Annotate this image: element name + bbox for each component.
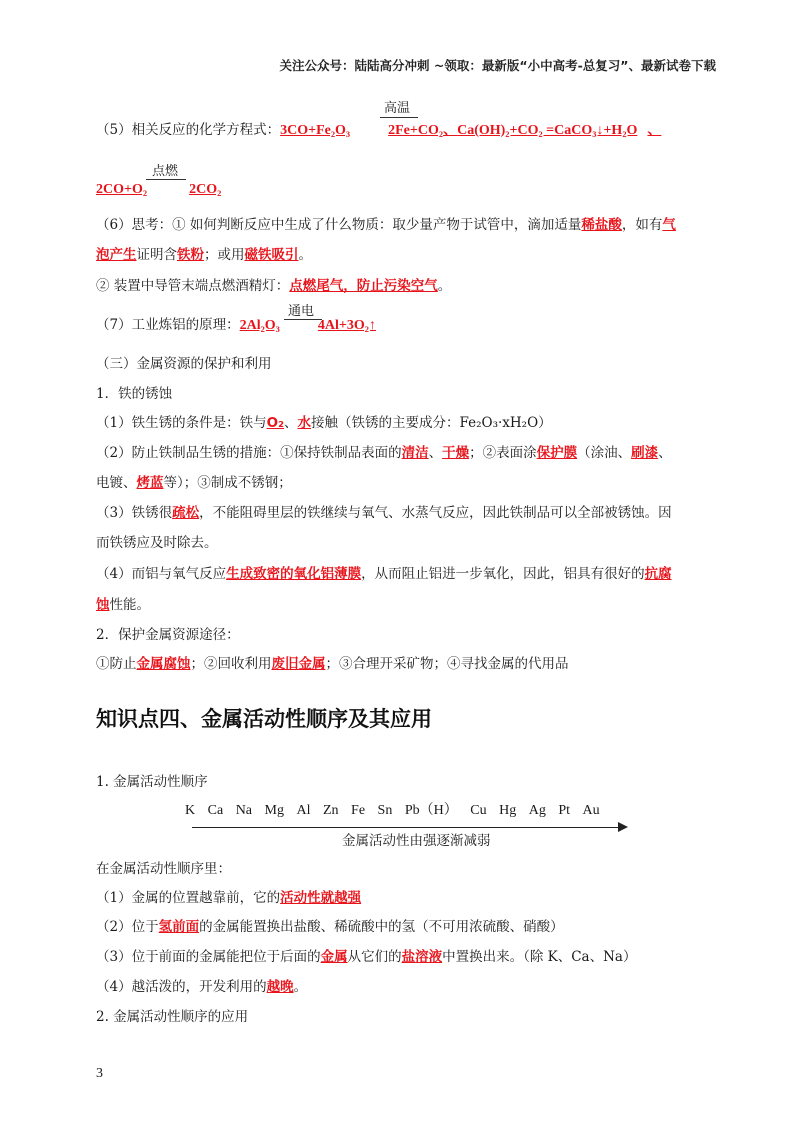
metal-symbol: Pt xyxy=(558,803,571,818)
text: 从它们的 xyxy=(347,949,402,965)
answer: 金属 xyxy=(320,949,348,965)
eq-sep: 、 xyxy=(443,123,458,138)
eq-sep: 、 xyxy=(647,123,662,138)
answer: 磁铁吸引 xyxy=(244,247,299,263)
page-number: 3 xyxy=(96,1066,103,1081)
eq3-left: 2CO+O₂ xyxy=(96,182,148,197)
section-title: 知识点四、金属活动性顺序及其应用 xyxy=(96,707,432,731)
al-right: 4Al+3O₂↑ xyxy=(317,318,376,333)
rust-condition-line xyxy=(96,411,552,431)
arrow-right-icon xyxy=(618,822,628,832)
text: 电镀、 xyxy=(96,475,137,491)
condition-ignite: 点燃 xyxy=(152,164,179,179)
answer: 烤蓝 xyxy=(136,475,164,491)
rust-loose-line-1 xyxy=(96,501,672,521)
eq3-line xyxy=(96,181,221,198)
metal-symbol: Al xyxy=(296,803,311,818)
answer: 铁粉 xyxy=(177,247,204,263)
condition-bar xyxy=(146,179,186,180)
condition-high-temp: 高温 xyxy=(384,101,411,116)
text: （涂油、 xyxy=(577,445,632,461)
answer: 活动性就越强 xyxy=(280,890,362,906)
answer: 盐溶液 xyxy=(401,949,443,965)
rust-prevent-line-1 xyxy=(96,441,672,461)
text: 证明含 xyxy=(136,247,177,263)
eq2: Ca(OH)₂+CO₂ =CaCO₃↓+H₂O xyxy=(457,123,638,138)
text: （3）位于前面的金属能把位于后面的 xyxy=(96,949,321,965)
answer: 刷漆 xyxy=(631,445,659,461)
answer: 抗腐 xyxy=(644,566,672,582)
text: ，如有 xyxy=(621,217,663,233)
text: ，从而阻止铝进一步氧化，因此，铝具有很好的 xyxy=(361,566,645,582)
answer: 蚀 xyxy=(96,597,110,613)
text: （2）防止铁制品生锈的措施：①保持铁制品表面的 xyxy=(96,445,402,461)
think-line-1 xyxy=(96,213,676,233)
text: 。 xyxy=(298,247,312,263)
text: （3）铁锈很 xyxy=(96,505,173,521)
activity-arrow-label: 金属活动性由强逐渐减弱 xyxy=(342,833,491,849)
item-heading: 1. 金属活动性顺序 xyxy=(96,774,208,790)
text: ；②表面涂 xyxy=(469,445,537,461)
answer: 气 xyxy=(662,217,676,233)
answer: 点燃尾气，防止污染空气 xyxy=(289,278,438,294)
rust-prevent-line-2 xyxy=(96,471,292,491)
eq1-left: 3CO+Fe₂O₃ xyxy=(280,123,351,138)
item-heading: 2. 金属活动性顺序的应用 xyxy=(96,1009,249,1025)
text: 的金属能置换出盐酸、稀硫酸中的氢（不可用浓硫酸、硝酸） xyxy=(199,919,564,935)
text: （5）相关反应的化学方程式： xyxy=(96,122,281,138)
text: ；③合理开采矿物；④寻找金属的代用品 xyxy=(325,656,569,672)
text: 性能。 xyxy=(109,597,150,613)
text: ② 装置中导管末端点燃酒精灯： xyxy=(96,278,290,294)
metal-symbol: Zn xyxy=(322,803,339,818)
text: 、 xyxy=(658,445,672,461)
metal-symbol: K xyxy=(185,803,196,818)
subsection-title: （三）金属资源的保护和利用 xyxy=(96,356,272,372)
activity-arrow-line xyxy=(192,827,622,828)
text: ；②回收利用 xyxy=(190,656,272,672)
item-heading: 1．铁的锈蚀 xyxy=(96,386,173,402)
answer: 水 xyxy=(297,415,311,431)
eq1-right: 2Fe+CO₂ xyxy=(388,123,444,138)
metal-symbol: Mg xyxy=(264,803,284,818)
metal-symbol: Pb（H） xyxy=(404,803,458,818)
text: 中置换出来。（除 K、Ca、Na） xyxy=(442,949,637,965)
text: 等）；③制成不锈钢； xyxy=(163,475,292,491)
text: （4）越活泼的，开发利用的 xyxy=(96,979,267,995)
answer: 清洁 xyxy=(401,445,429,461)
header-note: 关注公众号：陆陆高分冲刺 ~领取：最新版“小中高考-总复习”、最新试卷下载 xyxy=(279,58,716,73)
metal-symbol: Ca xyxy=(207,803,224,818)
answer: 氢前面 xyxy=(158,919,200,935)
metal-symbol: Ag xyxy=(528,803,546,818)
condition-electrolysis: 通电 xyxy=(288,304,315,319)
metal-symbol: Hg xyxy=(499,803,517,818)
text: （2）位于 xyxy=(96,919,159,935)
text: （7）工业炼铝的原理： xyxy=(96,317,240,333)
text: ；或用 xyxy=(204,247,245,263)
text: （1）金属的位置越靠前，它的 xyxy=(96,890,281,906)
intro-text: 在金属活动性顺序里： xyxy=(96,861,231,877)
answer: 泡产生 xyxy=(96,247,137,263)
rule-2 xyxy=(96,915,564,935)
answer: 干燥 xyxy=(442,445,470,461)
text: 、 xyxy=(428,445,443,461)
rule-1 xyxy=(96,886,361,906)
al-left: 2Al₂O₃ xyxy=(239,318,280,333)
rust-loose-line-2: 而铁锈应及时除去。 xyxy=(96,535,218,551)
answer: 越晚 xyxy=(266,979,294,995)
answer: 疏松 xyxy=(172,505,200,521)
rule-3 xyxy=(96,945,636,965)
answer: 金属腐蚀 xyxy=(136,656,191,672)
rule-4 xyxy=(96,975,307,995)
eq3-right: 2CO₂ xyxy=(189,182,222,197)
answer: O₂ xyxy=(266,415,284,431)
activity-series xyxy=(185,799,612,819)
metal-symbol: Au xyxy=(582,803,600,818)
text: （4）而铝与氧气反应 xyxy=(96,566,227,582)
text: 。 xyxy=(437,278,452,294)
condition-bar xyxy=(380,117,418,118)
answer: 生成致密的氧化铝薄膜 xyxy=(226,566,362,582)
item-heading: 2．保护金属资源途径： xyxy=(96,627,240,643)
aluminum-film-line-2 xyxy=(96,593,150,613)
text: 、 xyxy=(283,415,298,431)
metal-symbol: Sn xyxy=(377,803,393,818)
reaction-equations-line xyxy=(96,118,661,139)
text: ①防止 xyxy=(96,656,137,672)
think-line-2 xyxy=(96,243,312,263)
text: （1）铁生锈的条件是：铁与 xyxy=(96,415,267,431)
answer: 稀盐酸 xyxy=(581,217,622,233)
text: （6）思考：① 如何判断反应中生成了什么物质：取少量产物于试管中，滴加适量 xyxy=(96,217,582,233)
answer: 废旧金属 xyxy=(271,656,326,672)
aluminum-film-line-1 xyxy=(96,562,672,582)
metal-symbol: Cu xyxy=(470,803,487,818)
text: 。 xyxy=(293,979,308,995)
text: ，不能阻碍里层的铁继续与氧气、水蒸气反应，因此铁制品可以全部被锈蚀。因 xyxy=(199,505,672,521)
think-line-3 xyxy=(96,274,451,294)
metal-symbol: Fe xyxy=(351,803,366,818)
protect-ways-line xyxy=(96,652,569,672)
answer: 保护膜 xyxy=(536,445,578,461)
text: 接触（铁锈的主要成分：Fe₂O₃·xH₂O） xyxy=(310,415,552,431)
metal-symbol: Na xyxy=(235,803,253,818)
aluminum-smelting-line xyxy=(96,313,376,334)
